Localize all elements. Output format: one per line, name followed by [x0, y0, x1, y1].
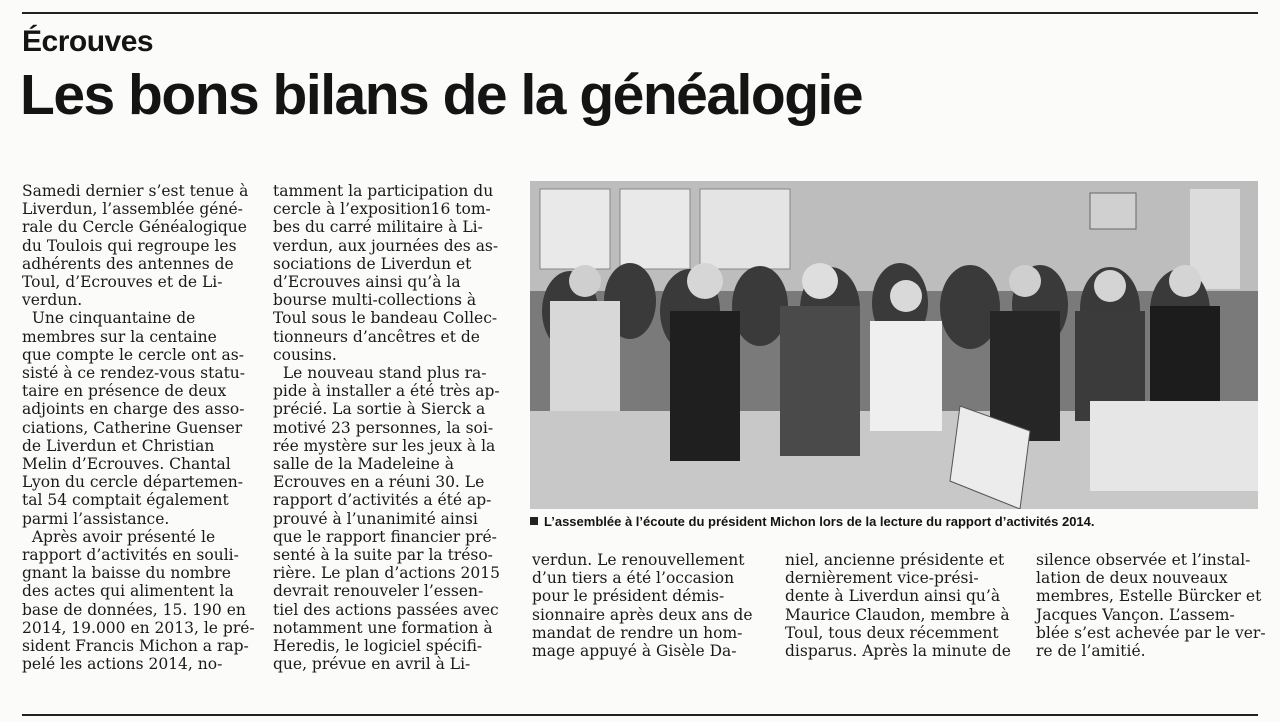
text-line: sident Francis Michon a rap- — [22, 637, 249, 656]
text-line: re de l’amitié. — [1036, 642, 1146, 661]
text-line: tionneurs d’ancêtres et de — [273, 327, 480, 346]
text-line: précié. La sortie à Sierck a — [273, 400, 486, 419]
text-line: rapport d’activités en souli- — [22, 546, 239, 565]
text-line: du Toulois qui regroupe les — [22, 236, 237, 255]
text-line: sionnaire après deux ans de — [532, 605, 753, 624]
text-line: 2014, 19.000 en 2013, le pré- — [22, 618, 255, 637]
assembly-photo-illustration — [530, 181, 1258, 509]
text-line: pour le président démis- — [532, 587, 725, 606]
text-line: taire en présence de deux — [22, 382, 227, 401]
text-line: Toul, tous deux récemment — [785, 623, 999, 642]
text-line: de Liverdun et Christian — [22, 436, 215, 455]
text-line: Toul sous le bandeau Collec- — [273, 309, 498, 328]
text-line: Ecrouves en a réuni 30. Le — [273, 473, 485, 492]
text-line: membres, Estelle Bürcker et — [1036, 587, 1262, 606]
text-line: silence observée et l’instal- — [1036, 551, 1251, 569]
text-line: rapport d’activités a été ap- — [273, 491, 492, 510]
text-line: lation de deux nouveaux — [1036, 569, 1228, 588]
text-column-4 — [785, 551, 1015, 660]
text-line: pide à installer a été très ap- — [273, 382, 500, 401]
photo-caption-text: L’assemblée à l’écoute du président Michon lors de la lecture du rapport d’activités 2014. — [544, 514, 1095, 529]
text-line: mage appuyé à Gisèle Da- — [532, 642, 737, 661]
text-line: base de données, 15. 190 en — [22, 600, 246, 619]
text-line: d’un tiers a été l’occasion — [532, 569, 735, 588]
text-line: tal 54 comptait également — [22, 491, 229, 510]
text-line: senté à la suite par la tréso- — [273, 546, 493, 565]
text-line: pelé les actions 2014, no- — [22, 655, 223, 674]
text-line: Jacques Vançon. L’assem- — [1036, 605, 1235, 624]
text-line: Liverdun, l’assemblée géné- — [22, 200, 243, 219]
text-line: rée mystère sur les jeux à la — [273, 436, 496, 455]
text-line: mandat de rendre un hom- — [532, 623, 743, 642]
text-line: dente à Liverdun ainsi qu’à — [785, 587, 1001, 606]
text-line: Une cinquantaine de — [22, 309, 196, 328]
text-line: parmi l’assistance. — [22, 509, 170, 528]
text-line: Lyon du cercle départemen- — [22, 473, 244, 492]
text-column-1 — [22, 182, 258, 673]
text-line: cercle à l’exposition16 tom- — [273, 200, 491, 219]
text-line: Toul, d’Ecrouves et de Li- — [22, 273, 223, 292]
text-line: niel, ancienne présidente et — [785, 551, 1005, 569]
text-line: motivé 23 personnes, la soi- — [273, 418, 494, 437]
text-line: dernièrement vice-prési- — [785, 569, 979, 588]
top-rule — [22, 12, 1258, 14]
text-line: bes du carré militaire à Li- — [273, 218, 483, 237]
text-line: verdun, aux journées des as- — [273, 236, 499, 255]
text-line: bourse multi-collections à — [273, 291, 477, 310]
text-line: disparus. Après la minute de — [785, 642, 1011, 661]
text-line: rière. Le plan d’actions 2015 — [273, 564, 500, 583]
text-line: prouvé à l’unanimité ainsi — [273, 509, 478, 528]
text-line: sisté à ce rendez-vous statu- — [22, 364, 246, 383]
caption-square-bullet — [530, 517, 538, 525]
text-line: Le nouveau stand plus ra- — [273, 364, 487, 383]
article-headline: Les bons bilans de la généalogie — [20, 63, 863, 127]
text-line: Heredis, le logiciel spécifi- — [273, 637, 483, 656]
text-column-2 — [273, 182, 513, 673]
text-line: notamment une formation à — [273, 618, 493, 637]
text-line: que compte le cercle ont as- — [22, 345, 244, 364]
text-line: tamment la participation du — [273, 182, 494, 200]
text-line: tiel des actions passées avec — [273, 600, 499, 619]
text-line: adhérents des antennes de — [22, 254, 234, 273]
text-line: salle de la Madeleine à — [273, 455, 454, 474]
text-line: ciations, Catherine Guenser — [22, 418, 243, 437]
text-line: membres sur la centaine — [22, 327, 217, 346]
photo-caption — [530, 513, 1095, 530]
text-line: adjoints en charge des asso- — [22, 400, 245, 419]
text-column-5 — [1036, 551, 1266, 661]
text-line: devrait renouveler l’essen- — [273, 582, 484, 601]
article-kicker: Écrouves — [22, 25, 154, 58]
text-line: blée s’est achevée par le ver- — [1036, 623, 1266, 642]
text-line: que le rapport financier pré- — [273, 527, 497, 546]
text-line: cousins. — [273, 345, 337, 364]
text-line: Melin d’Ecrouves. Chantal — [22, 455, 231, 474]
text-line: verdun. Le renouvellement — [532, 551, 745, 569]
text-line: d’Ecrouves ainsi qu’à la — [273, 273, 461, 292]
text-line: Après avoir présenté le — [22, 527, 216, 546]
text-line: Maurice Claudon, membre à — [785, 605, 1010, 624]
bottom-rule — [22, 714, 1258, 716]
text-column-3 — [532, 551, 762, 660]
text-line: que, prévue en avril à Li- — [273, 655, 471, 674]
text-line: sociations de Liverdun et — [273, 254, 472, 273]
article-photo — [530, 181, 1258, 509]
text-line: gnant la baisse du nombre — [22, 564, 231, 583]
text-line: verdun. — [22, 291, 83, 310]
text-line: rale du Cercle Généalogique — [22, 218, 247, 237]
text-line: Samedi dernier s’est tenue à — [22, 182, 249, 200]
text-line: des actes qui alimentent la — [22, 582, 234, 601]
